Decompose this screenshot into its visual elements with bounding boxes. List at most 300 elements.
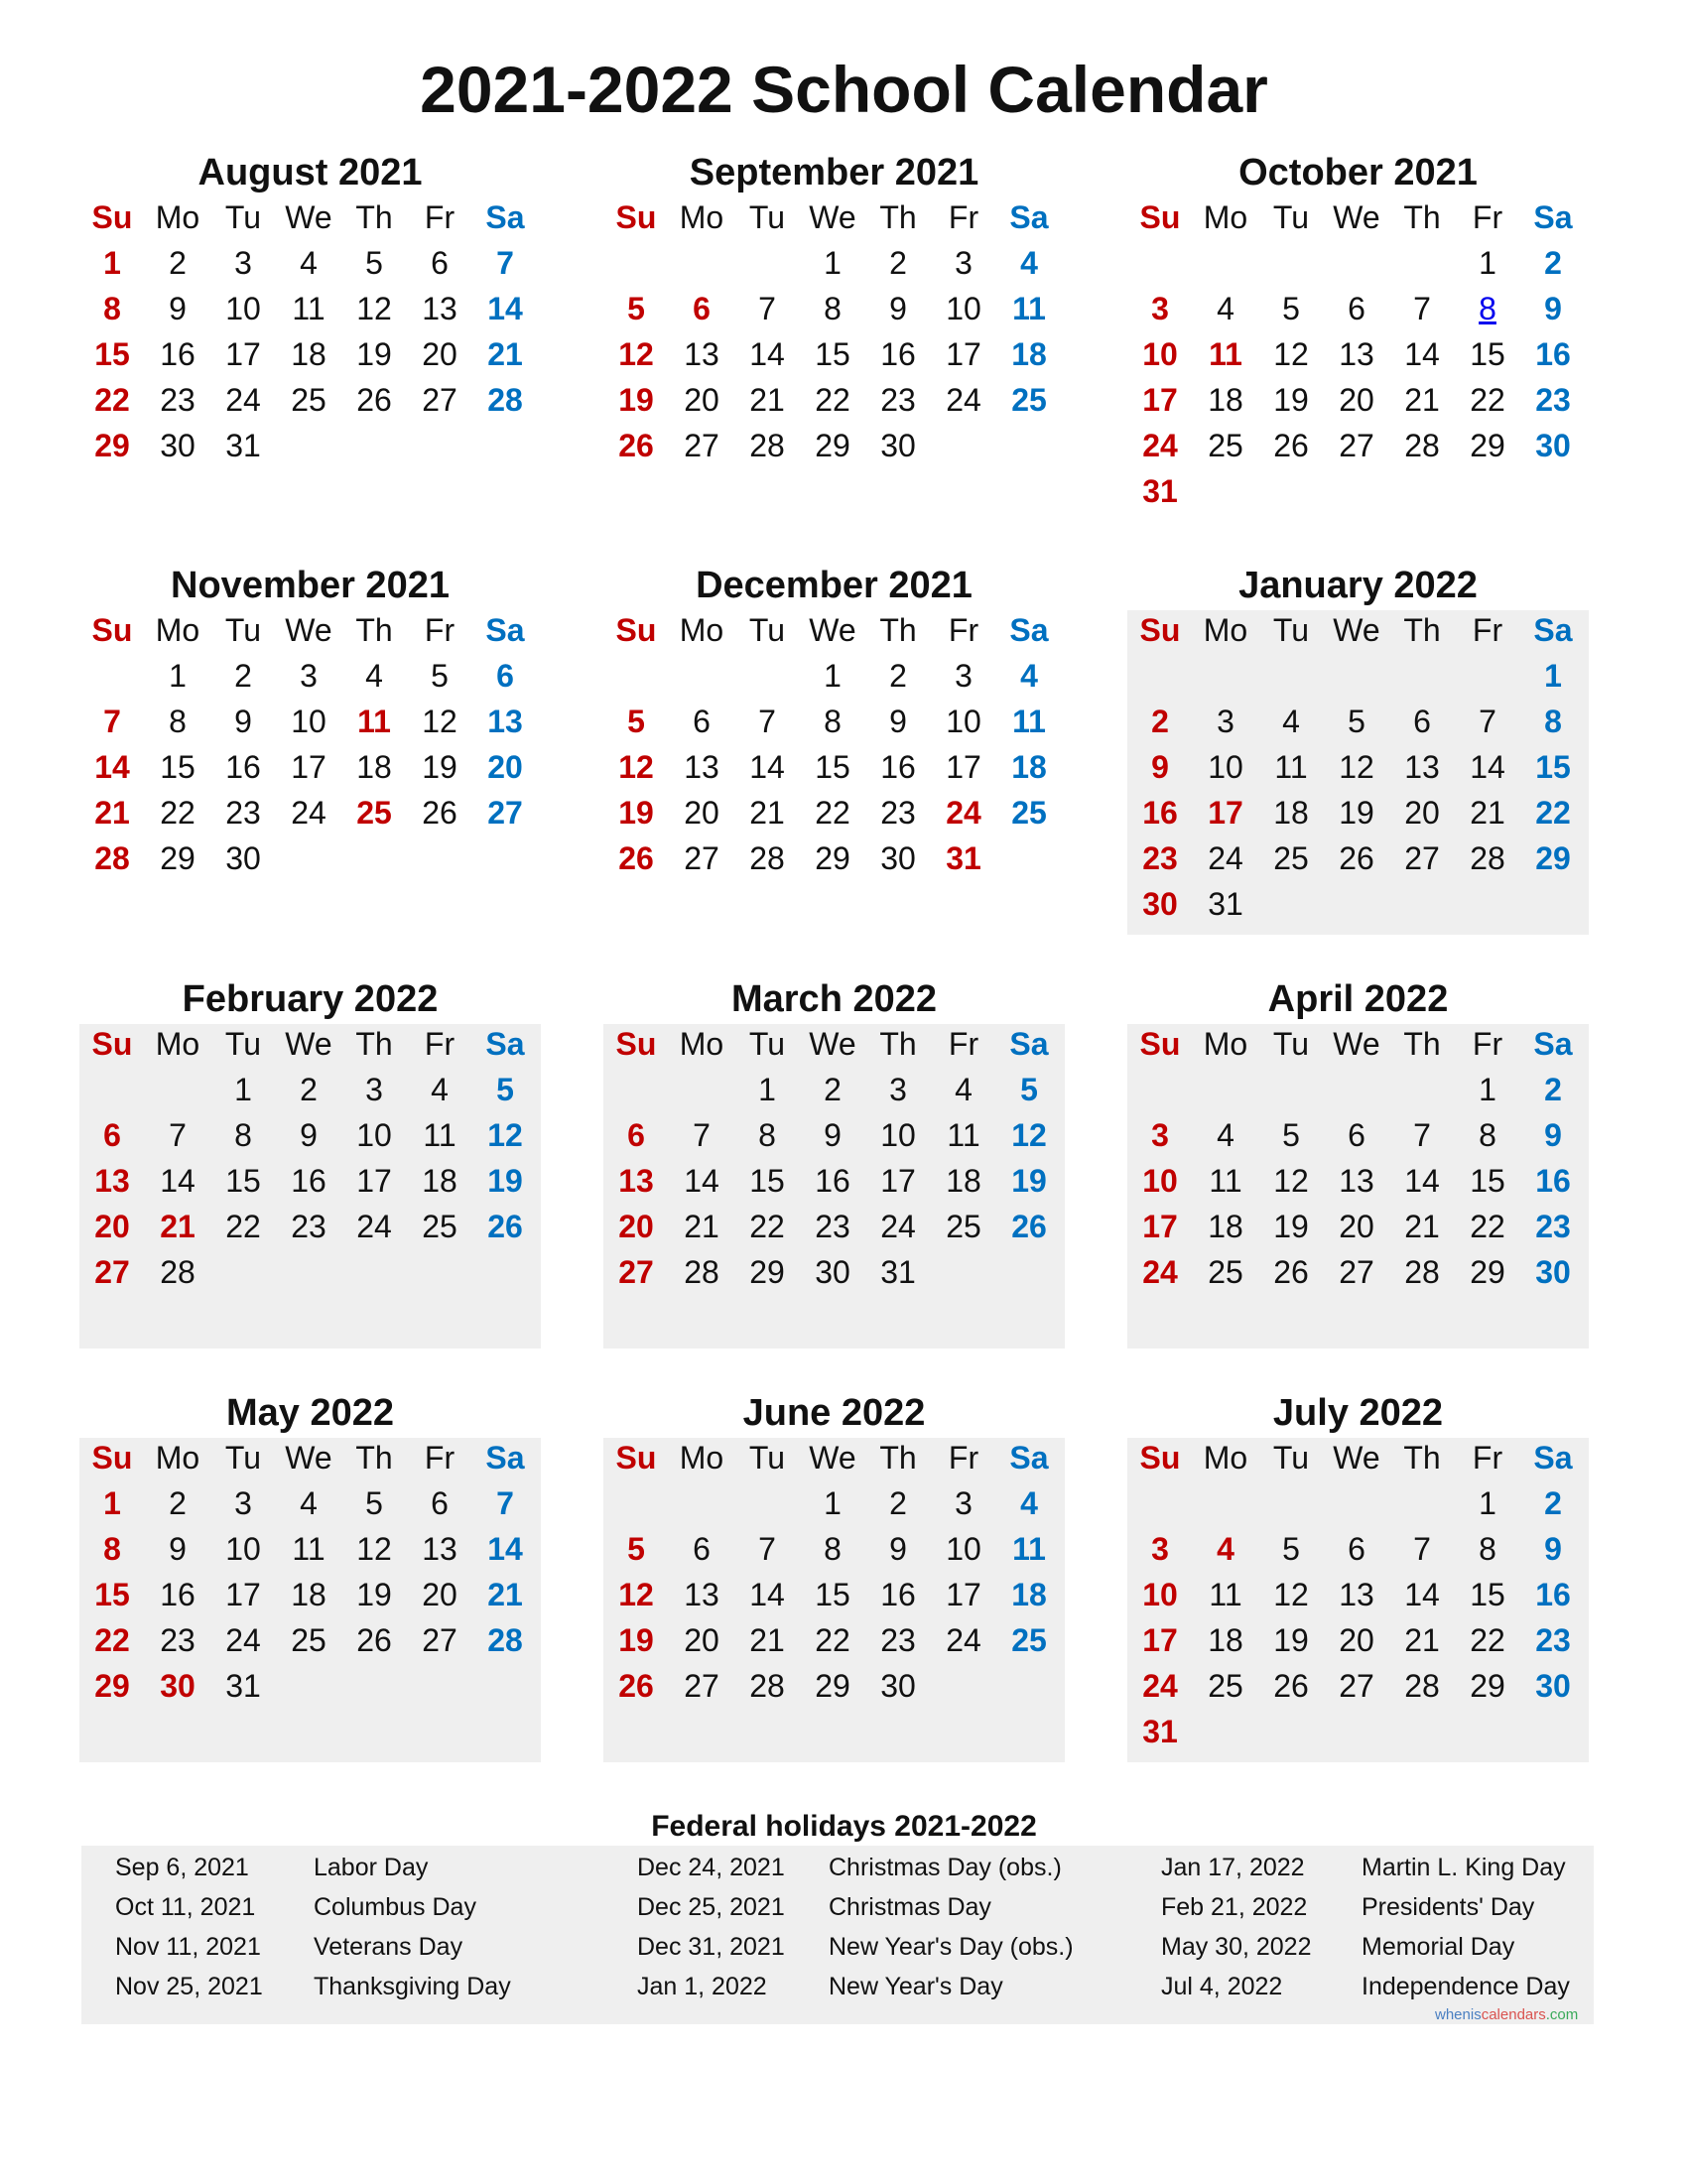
day-cell: 30 bbox=[1142, 886, 1178, 922]
day-cell: 5 bbox=[365, 245, 383, 281]
weekday-header: Tu bbox=[1272, 1440, 1310, 1476]
weekday-header: Sa bbox=[1009, 1440, 1049, 1476]
day-cell: 21 bbox=[749, 1622, 785, 1658]
day-cell: 25 bbox=[356, 795, 392, 831]
day-cell: 8 bbox=[103, 1531, 121, 1567]
day-cell: 4 bbox=[1020, 1485, 1038, 1521]
day-cell: 2 bbox=[889, 245, 907, 281]
holiday-name: Presidents' Day bbox=[1362, 1893, 1535, 1921]
day-cell: 4 bbox=[1020, 658, 1038, 694]
day-cell: 8 bbox=[758, 1117, 776, 1153]
day-cell: 16 bbox=[225, 749, 261, 785]
holiday-name: Veterans Day bbox=[314, 1933, 463, 1961]
day-cell: 20 bbox=[684, 382, 719, 418]
day-cell: 5 bbox=[1282, 1531, 1300, 1567]
day-cell: 28 bbox=[684, 1254, 719, 1290]
day-cell: 25 bbox=[1208, 1668, 1243, 1704]
credit-part-1: whenis bbox=[1435, 2006, 1482, 2023]
day-cell: 10 bbox=[1142, 336, 1178, 372]
page-title: 2021-2022 School Calendar bbox=[420, 53, 1268, 126]
weekday-header: Fr bbox=[424, 1026, 455, 1062]
day-cell: 21 bbox=[94, 795, 130, 831]
day-cell: 4 bbox=[1217, 291, 1234, 326]
day-cell: 24 bbox=[1142, 1668, 1178, 1704]
day-cell: 12 bbox=[618, 336, 654, 372]
holiday-name: Memorial Day bbox=[1362, 1933, 1515, 1961]
day-cell: 3 bbox=[234, 245, 252, 281]
month-title: July 2022 bbox=[1272, 1392, 1444, 1434]
day-cell: 10 bbox=[946, 704, 981, 739]
day-cell: 23 bbox=[1535, 1622, 1571, 1658]
day-cell: 22 bbox=[749, 1209, 785, 1244]
day-cell: 21 bbox=[160, 1209, 195, 1244]
month-title: December 2021 bbox=[696, 565, 973, 606]
day-cell: 8 bbox=[103, 291, 121, 326]
day-cell: 26 bbox=[356, 1622, 392, 1658]
day-cell: 6 bbox=[496, 658, 514, 694]
day-cell: 5 bbox=[365, 1485, 383, 1521]
day-cell: 9 bbox=[889, 704, 907, 739]
day-cell: 29 bbox=[815, 428, 850, 463]
federal-holidays-title: Federal holidays 2021-2022 bbox=[651, 1810, 1037, 1843]
day-cell: 17 bbox=[946, 336, 981, 372]
holiday-date: May 30, 2022 bbox=[1161, 1933, 1312, 1961]
day-cell: 6 bbox=[431, 1485, 449, 1521]
weekday-header: Tu bbox=[748, 199, 786, 235]
weekday-header: Mo bbox=[1203, 612, 1248, 648]
day-cell: 16 bbox=[1535, 1163, 1571, 1199]
weekday-header: We bbox=[809, 199, 856, 235]
day-cell: 30 bbox=[880, 428, 916, 463]
day-cell: 14 bbox=[487, 1531, 523, 1567]
weekday-header: Su bbox=[615, 1440, 657, 1476]
weekday-header: Th bbox=[355, 1440, 393, 1476]
day-cell: 2 bbox=[1151, 704, 1169, 739]
credit-part-2: calendars bbox=[1481, 2006, 1546, 2023]
day-cell: 30 bbox=[815, 1254, 850, 1290]
day-cell: 10 bbox=[880, 1117, 916, 1153]
day-cell: 7 bbox=[496, 245, 514, 281]
day-cell: 21 bbox=[1470, 795, 1505, 831]
day-cell: 14 bbox=[684, 1163, 719, 1199]
day-cell: 12 bbox=[1273, 1163, 1309, 1199]
day-cell: 25 bbox=[1273, 840, 1309, 876]
day-cell: 11 bbox=[292, 1531, 325, 1567]
day-cell: 23 bbox=[880, 1622, 916, 1658]
day-cell: 12 bbox=[1273, 336, 1309, 372]
day-cell: 22 bbox=[1470, 382, 1505, 418]
weekday-header: Mo bbox=[155, 199, 200, 235]
weekday-header: Th bbox=[879, 1026, 917, 1062]
day-cell: 6 bbox=[103, 1117, 121, 1153]
holiday-date: Dec 31, 2021 bbox=[637, 1933, 785, 1961]
day-cell: 20 bbox=[618, 1209, 654, 1244]
month-title: February 2022 bbox=[182, 978, 439, 1020]
day-cell: 29 bbox=[1535, 840, 1571, 876]
day-cell: 3 bbox=[365, 1072, 383, 1107]
day-cell: 9 bbox=[169, 291, 187, 326]
day-cell: 19 bbox=[618, 795, 654, 831]
day-cell: 29 bbox=[749, 1254, 785, 1290]
day-cell: 2 bbox=[234, 658, 252, 694]
day-cell: 27 bbox=[618, 1254, 654, 1290]
day-cell: 28 bbox=[1404, 1668, 1440, 1704]
weekday-header: Fr bbox=[424, 199, 455, 235]
day-cell: 4 bbox=[1217, 1531, 1234, 1567]
month-title: May 2022 bbox=[225, 1392, 394, 1434]
day-cell: 18 bbox=[1273, 795, 1309, 831]
day-cell: 5 bbox=[496, 1072, 514, 1107]
day-cell: 19 bbox=[487, 1163, 523, 1199]
day-cell: 26 bbox=[1011, 1209, 1047, 1244]
day-cell: 28 bbox=[1404, 1254, 1440, 1290]
day-cell: 25 bbox=[1011, 795, 1047, 831]
day-cell: 29 bbox=[94, 428, 130, 463]
day-cell: 6 bbox=[1413, 704, 1431, 739]
holiday-date: Jul 4, 2022 bbox=[1161, 1973, 1283, 2000]
day-cell: 29 bbox=[815, 1668, 850, 1704]
day-cell: 10 bbox=[291, 704, 326, 739]
day-cell: 22 bbox=[815, 382, 850, 418]
day-cell: 15 bbox=[749, 1163, 785, 1199]
weekday-header: Sa bbox=[1533, 1440, 1573, 1476]
day-cell: 24 bbox=[225, 382, 261, 418]
day-cell: 7 bbox=[1413, 1531, 1431, 1567]
month-title: August 2021 bbox=[197, 152, 423, 193]
day-cell: 1 bbox=[234, 1072, 252, 1107]
day-cell: 6 bbox=[1348, 291, 1365, 326]
day-cell: 4 bbox=[300, 1485, 318, 1521]
day-cell: 19 bbox=[1273, 1209, 1309, 1244]
day-cell: 16 bbox=[815, 1163, 850, 1199]
day-cell: 23 bbox=[291, 1209, 326, 1244]
day-cell: 23 bbox=[1535, 382, 1571, 418]
day-cell: 16 bbox=[1535, 336, 1571, 372]
day-cell: 23 bbox=[880, 382, 916, 418]
day-cell: 1 bbox=[1544, 658, 1562, 694]
day-cell: 28 bbox=[160, 1254, 195, 1290]
day-cell: 25 bbox=[291, 1622, 326, 1658]
weekday-header: Th bbox=[1403, 612, 1441, 648]
day-cell: 9 bbox=[300, 1117, 318, 1153]
day-cell: 26 bbox=[618, 428, 654, 463]
day-cell: 16 bbox=[291, 1163, 326, 1199]
day-cell: 30 bbox=[880, 840, 916, 876]
day-cell: 14 bbox=[749, 1577, 785, 1612]
day-cell: 30 bbox=[225, 840, 261, 876]
weekday-header: Mo bbox=[155, 612, 200, 648]
weekday-header: Tu bbox=[224, 612, 262, 648]
day-cell: 9 bbox=[234, 704, 252, 739]
weekday-header: Mo bbox=[1203, 1440, 1248, 1476]
day-cell: 26 bbox=[356, 382, 392, 418]
day-cell: 15 bbox=[815, 749, 850, 785]
day-cell: 10 bbox=[1142, 1577, 1178, 1612]
day-cell: 21 bbox=[487, 336, 523, 372]
day-cell: 4 bbox=[431, 1072, 449, 1107]
day-cell: 17 bbox=[1142, 1622, 1178, 1658]
day-cell: 14 bbox=[94, 749, 130, 785]
day-cell: 16 bbox=[160, 1577, 195, 1612]
weekday-header: Su bbox=[91, 1026, 133, 1062]
day-cell: 1 bbox=[1479, 1485, 1496, 1521]
holiday-date: Feb 21, 2022 bbox=[1161, 1893, 1308, 1921]
day-cell: 31 bbox=[880, 1254, 916, 1290]
weekday-header: Sa bbox=[485, 1440, 525, 1476]
weekday-header: Su bbox=[91, 1440, 133, 1476]
weekday-header: Su bbox=[91, 199, 133, 235]
day-cell: 28 bbox=[487, 382, 523, 418]
weekday-header: Sa bbox=[1009, 199, 1049, 235]
weekday-header: Fr bbox=[948, 199, 979, 235]
day-cell: 9 bbox=[1151, 749, 1169, 785]
day-cell: 14 bbox=[1404, 1163, 1440, 1199]
day-cell: 2 bbox=[169, 245, 187, 281]
day-cell: 2 bbox=[169, 1485, 187, 1521]
weekday-header: Sa bbox=[485, 199, 525, 235]
weekday-header: Tu bbox=[748, 612, 786, 648]
weekday-header: Th bbox=[355, 199, 393, 235]
day-cell: 27 bbox=[684, 1668, 719, 1704]
day-cell: 26 bbox=[1273, 1254, 1309, 1290]
day-cell: 3 bbox=[234, 1485, 252, 1521]
day-cell: 2 bbox=[300, 1072, 318, 1107]
weekday-header: Sa bbox=[1533, 1026, 1573, 1062]
day-cell: 7 bbox=[693, 1117, 711, 1153]
weekday-header: Sa bbox=[1009, 612, 1049, 648]
day-cell: 29 bbox=[815, 840, 850, 876]
weekday-header: Mo bbox=[679, 1440, 724, 1476]
weekday-header: We bbox=[809, 1026, 856, 1062]
day-cell: 26 bbox=[1273, 428, 1309, 463]
day-cell: 5 bbox=[627, 1531, 645, 1567]
day-cell: 15 bbox=[225, 1163, 261, 1199]
day-cell: 5 bbox=[627, 704, 645, 739]
day-cell: 21 bbox=[1404, 382, 1440, 418]
day-cell: 29 bbox=[1470, 1254, 1505, 1290]
day-cell: 31 bbox=[225, 1668, 261, 1704]
day-cell: 6 bbox=[1348, 1117, 1365, 1153]
day-cell: 25 bbox=[1011, 382, 1047, 418]
weekday-header: Su bbox=[1139, 612, 1181, 648]
day-cell: 4 bbox=[1217, 1117, 1234, 1153]
day-cell: 13 bbox=[422, 291, 457, 326]
day-cell: 29 bbox=[94, 1668, 130, 1704]
day-cell: 4 bbox=[365, 658, 383, 694]
weekday-header: Tu bbox=[224, 199, 262, 235]
day-cell: 27 bbox=[1339, 1254, 1374, 1290]
day-cell: 16 bbox=[1535, 1577, 1571, 1612]
day-cell: 10 bbox=[356, 1117, 392, 1153]
day-cell: 15 bbox=[1535, 749, 1571, 785]
day-cell: 3 bbox=[1151, 291, 1169, 326]
day-cell: 17 bbox=[225, 336, 261, 372]
day-cell: 7 bbox=[1413, 291, 1431, 326]
day-cell: 20 bbox=[1339, 1209, 1374, 1244]
weekday-header: We bbox=[809, 1440, 856, 1476]
day-cell: 23 bbox=[1535, 1209, 1571, 1244]
month-title: September 2021 bbox=[689, 152, 979, 193]
day-cell: 1 bbox=[1479, 245, 1496, 281]
day-cell: 23 bbox=[880, 795, 916, 831]
site-credit-link[interactable] bbox=[1435, 2006, 1578, 2024]
day-cell: 28 bbox=[749, 428, 785, 463]
weekday-header: Mo bbox=[1203, 1026, 1248, 1062]
day-cell: 14 bbox=[749, 336, 785, 372]
day-cell: 14 bbox=[749, 749, 785, 785]
weekday-header: Mo bbox=[679, 1026, 724, 1062]
holiday-date: Oct 11, 2021 bbox=[115, 1893, 256, 1921]
weekday-header: Su bbox=[91, 612, 133, 648]
weekday-header: Tu bbox=[1272, 612, 1310, 648]
day-cell: 11 bbox=[947, 1117, 980, 1153]
month-title: October 2021 bbox=[1238, 152, 1478, 193]
day-link[interactable]: 8 bbox=[1479, 291, 1496, 326]
weekday-header: Fr bbox=[1472, 199, 1503, 235]
day-cell: 12 bbox=[487, 1117, 523, 1153]
day-cell: 2 bbox=[1544, 1072, 1562, 1107]
day-cell: 20 bbox=[1339, 382, 1374, 418]
day-cell: 3 bbox=[1151, 1117, 1169, 1153]
day-cell: 18 bbox=[1208, 1622, 1243, 1658]
day-cell: 27 bbox=[1339, 1668, 1374, 1704]
day-cell: 13 bbox=[684, 749, 719, 785]
day-cell: 30 bbox=[1535, 1254, 1571, 1290]
day-cell: 8 bbox=[234, 1117, 252, 1153]
day-cell: 24 bbox=[1208, 840, 1243, 876]
holiday-name: New Year's Day (obs.) bbox=[829, 1933, 1074, 1961]
day-cell: 21 bbox=[1404, 1622, 1440, 1658]
day-cell: 11 bbox=[357, 704, 391, 739]
day-cell: 6 bbox=[693, 291, 711, 326]
day-cell: 1 bbox=[103, 245, 121, 281]
day-cell: 25 bbox=[1011, 1622, 1047, 1658]
day-cell: 22 bbox=[94, 382, 130, 418]
holiday-date: Nov 11, 2021 bbox=[115, 1933, 261, 1961]
day-cell: 26 bbox=[1273, 1668, 1309, 1704]
day-cell: 26 bbox=[422, 795, 457, 831]
day-cell: 3 bbox=[1151, 1531, 1169, 1567]
weekday-header: Th bbox=[1403, 1026, 1441, 1062]
day-cell: 23 bbox=[815, 1209, 850, 1244]
day-cell: 3 bbox=[955, 658, 973, 694]
weekday-header: Mo bbox=[155, 1440, 200, 1476]
weekday-header: Mo bbox=[155, 1026, 200, 1062]
day-cell: 9 bbox=[824, 1117, 842, 1153]
weekday-header: Su bbox=[615, 199, 657, 235]
day-cell: 1 bbox=[824, 1485, 842, 1521]
weekday-header: Th bbox=[879, 199, 917, 235]
weekday-header: Su bbox=[1139, 199, 1181, 235]
weekday-header: We bbox=[285, 612, 332, 648]
day-cell: 30 bbox=[160, 428, 195, 463]
weekday-header: Th bbox=[879, 1440, 917, 1476]
day-cell: 16 bbox=[160, 336, 195, 372]
day-cell: 15 bbox=[94, 1577, 130, 1612]
weekday-header: Th bbox=[355, 612, 393, 648]
day-cell: 30 bbox=[1535, 428, 1571, 463]
day-cell: 23 bbox=[160, 382, 195, 418]
day-cell: 14 bbox=[1404, 1577, 1440, 1612]
day-cell: 23 bbox=[1142, 840, 1178, 876]
day-cell: 17 bbox=[1208, 795, 1243, 831]
day-cell: 19 bbox=[1339, 795, 1374, 831]
weekday-header: Sa bbox=[485, 1026, 525, 1062]
day-cell: 21 bbox=[684, 1209, 719, 1244]
day-cell: 19 bbox=[1273, 382, 1309, 418]
weekday-header: Sa bbox=[1533, 199, 1573, 235]
day-cell: 12 bbox=[356, 291, 392, 326]
day-cell: 14 bbox=[487, 291, 523, 326]
day-cell: 22 bbox=[94, 1622, 130, 1658]
day-cell: 24 bbox=[946, 1622, 981, 1658]
day-cell: 1 bbox=[103, 1485, 121, 1521]
day-cell: 25 bbox=[422, 1209, 457, 1244]
day-cell: 7 bbox=[1479, 704, 1496, 739]
holiday-name: Christmas Day bbox=[829, 1893, 991, 1921]
day-cell: 3 bbox=[300, 658, 318, 694]
day-cell: 13 bbox=[1339, 1163, 1374, 1199]
day-cell: 24 bbox=[1142, 1254, 1178, 1290]
weekday-header: We bbox=[285, 1440, 332, 1476]
day-cell: 12 bbox=[422, 704, 457, 739]
day-cell: 17 bbox=[356, 1163, 392, 1199]
day-cell: 5 bbox=[1348, 704, 1365, 739]
day-cell: 28 bbox=[94, 840, 130, 876]
month-title: April 2022 bbox=[1267, 978, 1449, 1020]
holiday-name: Christmas Day (obs.) bbox=[829, 1854, 1062, 1881]
day-cell: 15 bbox=[815, 1577, 850, 1612]
day-cell: 11 bbox=[292, 291, 325, 326]
day-cell: 19 bbox=[618, 1622, 654, 1658]
day-cell: 12 bbox=[356, 1531, 392, 1567]
day-cell: 23 bbox=[160, 1622, 195, 1658]
day-cell: 11 bbox=[1209, 1577, 1242, 1612]
day-cell: 26 bbox=[487, 1209, 523, 1244]
day-cell: 6 bbox=[1348, 1531, 1365, 1567]
day-cell: 28 bbox=[1470, 840, 1505, 876]
day-cell: 7 bbox=[496, 1485, 514, 1521]
day-cell: 28 bbox=[487, 1622, 523, 1658]
day-cell: 31 bbox=[1208, 886, 1243, 922]
day-cell: 11 bbox=[423, 1117, 456, 1153]
day-cell: 17 bbox=[946, 749, 981, 785]
day-cell: 30 bbox=[160, 1668, 195, 1704]
holiday-name: Martin L. King Day bbox=[1362, 1854, 1566, 1881]
day-cell: 3 bbox=[955, 245, 973, 281]
day-cell: 4 bbox=[1020, 245, 1038, 281]
day-cell: 1 bbox=[824, 245, 842, 281]
day-cell: 13 bbox=[684, 1577, 719, 1612]
weekday-header: Su bbox=[1139, 1026, 1181, 1062]
day-cell: 21 bbox=[749, 795, 785, 831]
day-cell: 13 bbox=[684, 336, 719, 372]
day-cell: 1 bbox=[169, 658, 187, 694]
day-cell: 1 bbox=[1479, 1072, 1496, 1107]
day-cell: 20 bbox=[684, 795, 719, 831]
weekday-header: We bbox=[1333, 1440, 1380, 1476]
day-cell: 8 bbox=[824, 704, 842, 739]
day-cell: 19 bbox=[618, 382, 654, 418]
day-cell: 5 bbox=[1020, 1072, 1038, 1107]
month-title: March 2022 bbox=[730, 978, 937, 1020]
day-cell: 3 bbox=[955, 1485, 973, 1521]
day-cell: 8 bbox=[824, 1531, 842, 1567]
weekday-header: Mo bbox=[679, 612, 724, 648]
day-cell: 3 bbox=[1217, 704, 1234, 739]
weekday-header: We bbox=[1333, 1026, 1380, 1062]
day-cell: 6 bbox=[627, 1117, 645, 1153]
